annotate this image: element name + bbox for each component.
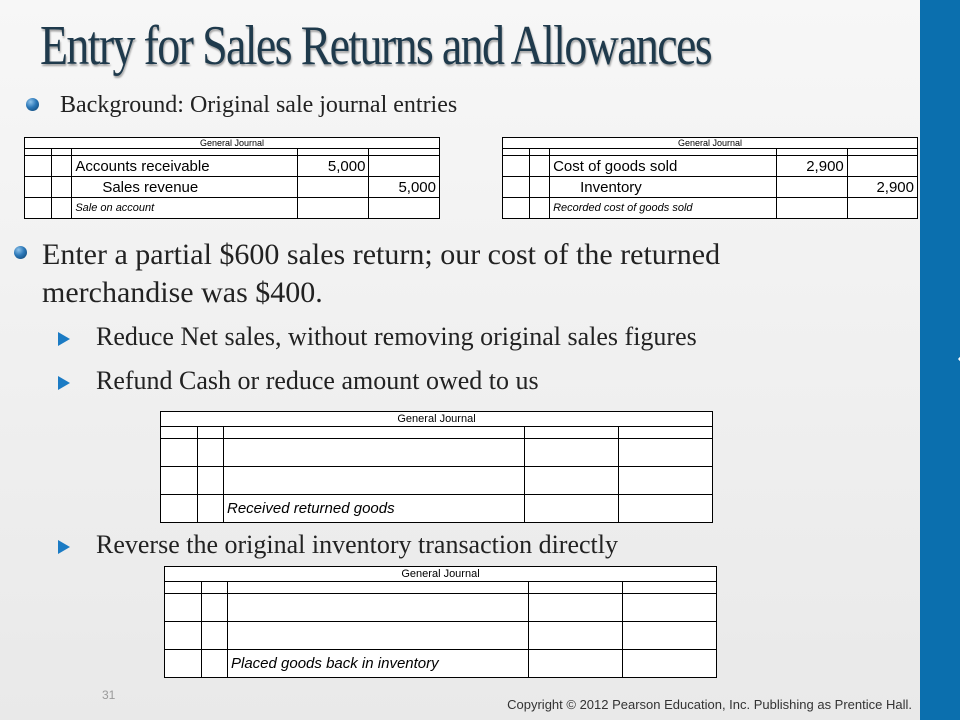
journal-header: General Journal [503,138,918,149]
journal-row [25,156,440,177]
journal-return [160,411,713,523]
memo-cell: Sale on account [72,198,298,219]
credit-cell [369,156,440,177]
journal-row [503,198,918,219]
memo-cell: Placed goods back in inventory [228,650,529,678]
bullet-partial-return-text: Enter a partial $600 sales return; our cost of the returned merchandise was $400. [42,238,721,309]
journal-sale [24,137,440,219]
journal-row [503,156,918,177]
bullet-dot-icon [26,98,39,111]
triangle-bullet-icon [58,376,70,390]
journal-row [161,439,713,467]
journal-header: General Journal [165,567,717,582]
debit-cell [297,177,369,198]
triangle-bullet-icon [58,540,70,554]
account-cell: Cost of goods sold [550,156,777,177]
journal-row [165,650,717,678]
journal-inventory [164,566,717,678]
memo-cell: Recorded cost of goods sold [550,198,777,219]
bullet-dot-icon [14,246,27,259]
journal-row [25,198,440,219]
memo-cell: Received returned goods [224,495,525,523]
journal-row [161,495,713,523]
sub-bullet-text: Reduce Net sales, without removing original sales figures [96,322,697,351]
credit-cell: 5,000 [369,177,440,198]
sub-bullet-text: Reverse the original inventory transaction directly [96,530,618,559]
journal-row [25,177,440,198]
account-cell: Inventory [550,177,777,198]
journal-row [165,594,717,622]
journal-cogs [502,137,918,219]
account-cell: Accounts receivable [72,156,298,177]
copyright-notice: Copyright © 2012 Pearson Education, Inc. Publishing as Prentice Hall. [507,697,912,712]
journal-row [503,177,918,198]
account-cell: Sales revenue [72,177,298,198]
credit-cell [847,156,917,177]
journal-header: General Journal [25,138,440,149]
right-accent-bar [920,0,960,720]
slide-title: Entry for Sales Returns and Allowances [40,15,711,77]
credit-cell: 2,900 [847,177,917,198]
sub-bullet-reduce-net-sales [96,322,697,352]
journal-header: General Journal [161,412,713,427]
bullet-partial-return [42,236,842,312]
debit-cell: 5,000 [297,156,369,177]
debit-cell: 2,900 [776,156,847,177]
journal-row [161,467,713,495]
sub-bullet-reverse-inventory [96,530,618,560]
page-number: 31 [102,688,116,702]
sub-bullet-refund-cash [96,366,539,396]
sub-bullet-text: Refund Cash or reduce amount owed to us [96,366,539,395]
bullet-background-text: Background: Original sale journal entries [60,92,458,118]
bullet-background [60,92,457,119]
triangle-bullet-icon [58,332,70,346]
journal-row [165,622,717,650]
debit-cell [776,177,847,198]
